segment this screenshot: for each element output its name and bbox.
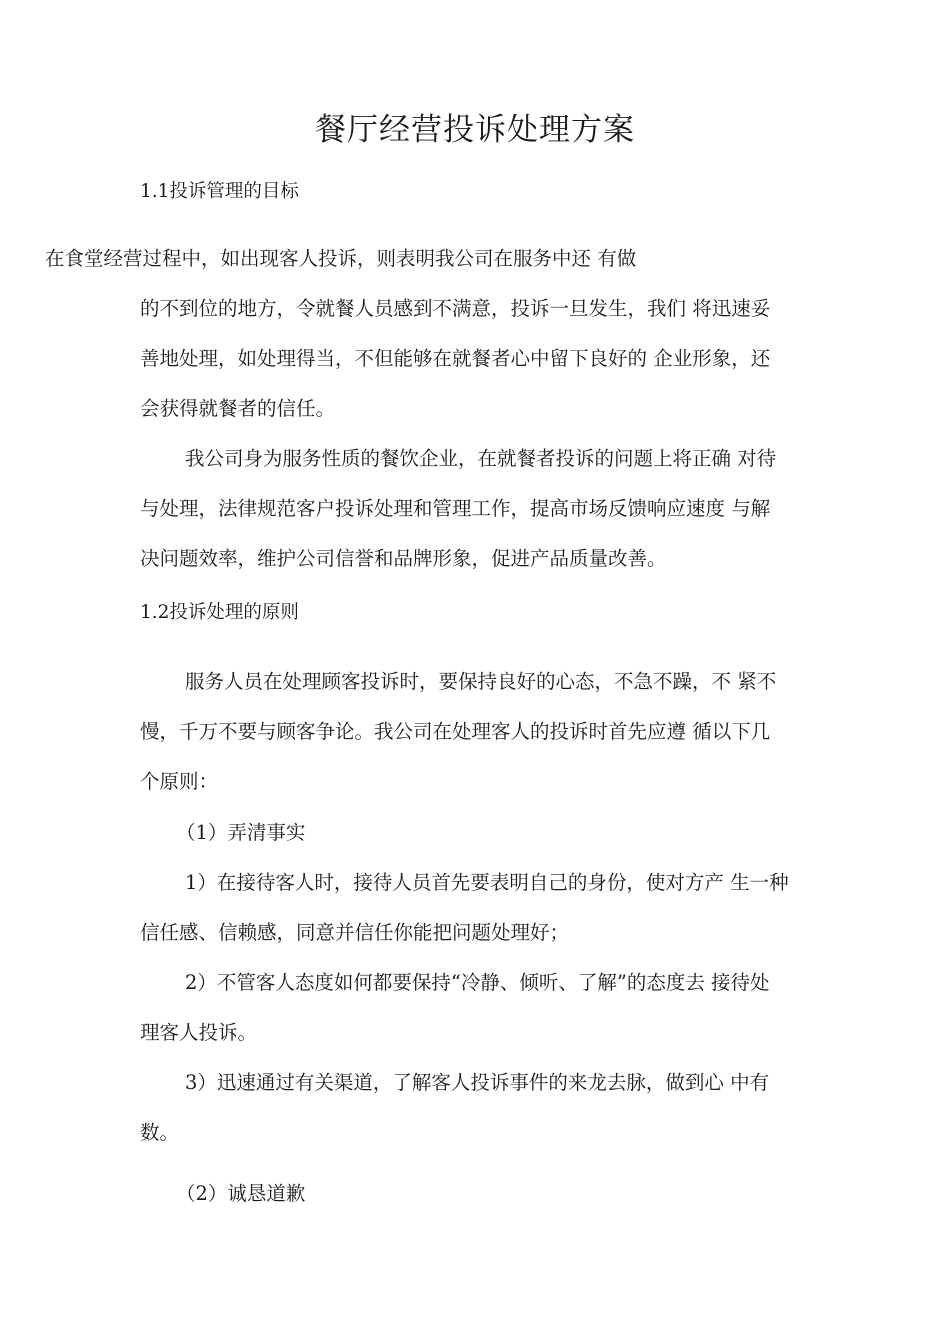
text-line: 会获得就餐者的信任。 [140,397,336,420]
text-line: 决问题效率，维护公司信誉和品牌形象，促进产品质量改善。 [140,547,667,570]
text-line: 我公司身为服务性质的餐饮企业，在就餐者投诉的问题上将正确 对待 [185,447,777,470]
text-line: 的不到位的地方，令就餐人员感到不满意，投诉一旦发生，我们 将迅速妥 [140,297,771,320]
text-line: 2）不管客人态度如何都要保持“冷静、倾听、了解”的态度去 接待处 [185,971,770,994]
text-line: 3）迅速通过有关渠道，了解客人投诉事件的来龙去脉，做到心 中有 [185,1071,770,1094]
subheading-clarify-facts: （1）弄清事实 [176,821,306,844]
text-line: 1）在接待客人时，接待人员首先要表明自己的身份，使对方产 生一种 [185,871,789,894]
text-line: 个原则： [140,770,219,793]
text-line: 服务人员在处理顾客投诉时，要保持良好的心态，不急不躁，不 紧不 [185,670,777,693]
section-heading-1-2: 1.2投诉处理的原则 [140,602,299,623]
text-line: 慢，千万不要与顾客争论。我公司在处理客人的投诉时首先应遵 循以下几 [140,720,771,743]
text-line: 理客人投诉。 [140,1021,258,1044]
page-title: 餐厅经营投诉处理方案 [315,112,635,148]
text-line: 在食堂经营过程中，如出现客人投诉，则表明我公司在服务中还 有做 [45,247,637,270]
text-line: 数。 [140,1121,180,1144]
subheading-sincere-apology: （2）诚恳道歉 [176,1182,306,1205]
text-line: 信任感、信赖感，同意并信任你能把问题处理好； [140,921,570,944]
text-line: 与处理，法律规范客户投诉处理和管理工作，提高市场反馈响应速度 与解 [140,497,771,520]
text-line: 善地处理，如处理得当，不但能够在就餐者心中留下良好的 企业形象，还 [140,347,771,370]
section-heading-1-1: 1.1投诉管理的目标 [140,181,299,202]
